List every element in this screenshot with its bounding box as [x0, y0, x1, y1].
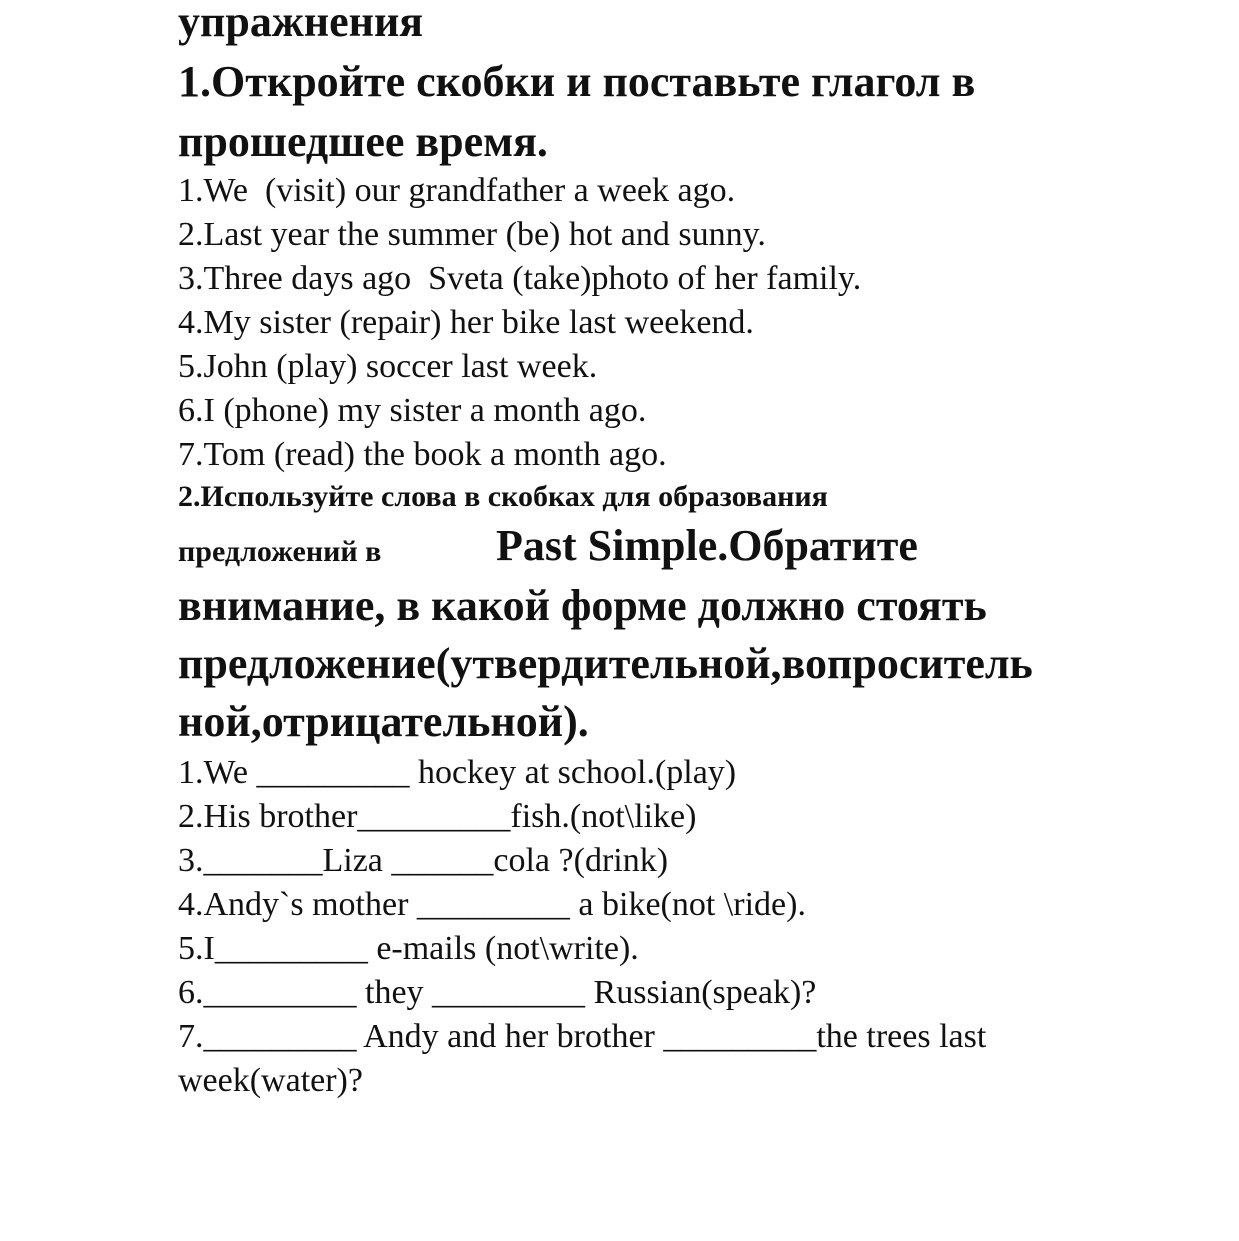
- task2-item: 1.We _________ hockey at school.(play): [178, 754, 737, 791]
- worksheet-heading: упражнения: [178, 0, 424, 46]
- task1-item: 3.Three days ago Sveta (take)photo of her family.: [178, 260, 862, 297]
- task2-item: 7._________ Andy and her brother _________the trees last: [178, 1018, 987, 1055]
- task2-item: 3._______Liza ______cola ?(drink): [178, 842, 669, 879]
- task2-item: 6._________ they _________ Russian(speak)?: [178, 974, 817, 1011]
- task2-title-line2-small: предложений в: [178, 535, 382, 568]
- task2-title-line3: внимание, в какой форме должно стоять: [178, 581, 987, 630]
- task1-item: 7.Tom (read) the book a month ago.: [178, 436, 667, 473]
- task1-item: 4.My sister (repair) her bike last weekend.: [178, 304, 754, 341]
- task2-item: 2.His brother_________fish.(not\like): [178, 798, 697, 835]
- task2-item: 4.Andy`s mother _________ a bike(not \ride).: [178, 886, 806, 923]
- task1-item: 6.I (phone) my sister a month ago.: [178, 392, 647, 429]
- task2-item: 5.I_________ e-mails (not\write).: [178, 930, 639, 967]
- task1-item: 2.Last year the summer (be) hot and sunny.: [178, 216, 766, 253]
- task2-title-line4: предложение(утвердительной,вопроситель: [178, 639, 1033, 688]
- task1-title-line1: 1.Откройте скобки и поставьте глагол в: [178, 57, 976, 106]
- task2-item-continuation: week(water)?: [178, 1062, 363, 1099]
- task2-title-line1: 2.Используйте слова в скобках для образования: [178, 480, 828, 513]
- task1-title-line2: прошедшее время.: [178, 117, 548, 166]
- task2-title-line5: ной,отрицательной).: [178, 697, 589, 746]
- task2-title-line2-big: Past Simple.Обратите: [496, 521, 918, 570]
- task1-item: 5.John (play) soccer last week.: [178, 348, 598, 385]
- task1-item: 1.We (visit) our grandfather a week ago.: [178, 172, 736, 209]
